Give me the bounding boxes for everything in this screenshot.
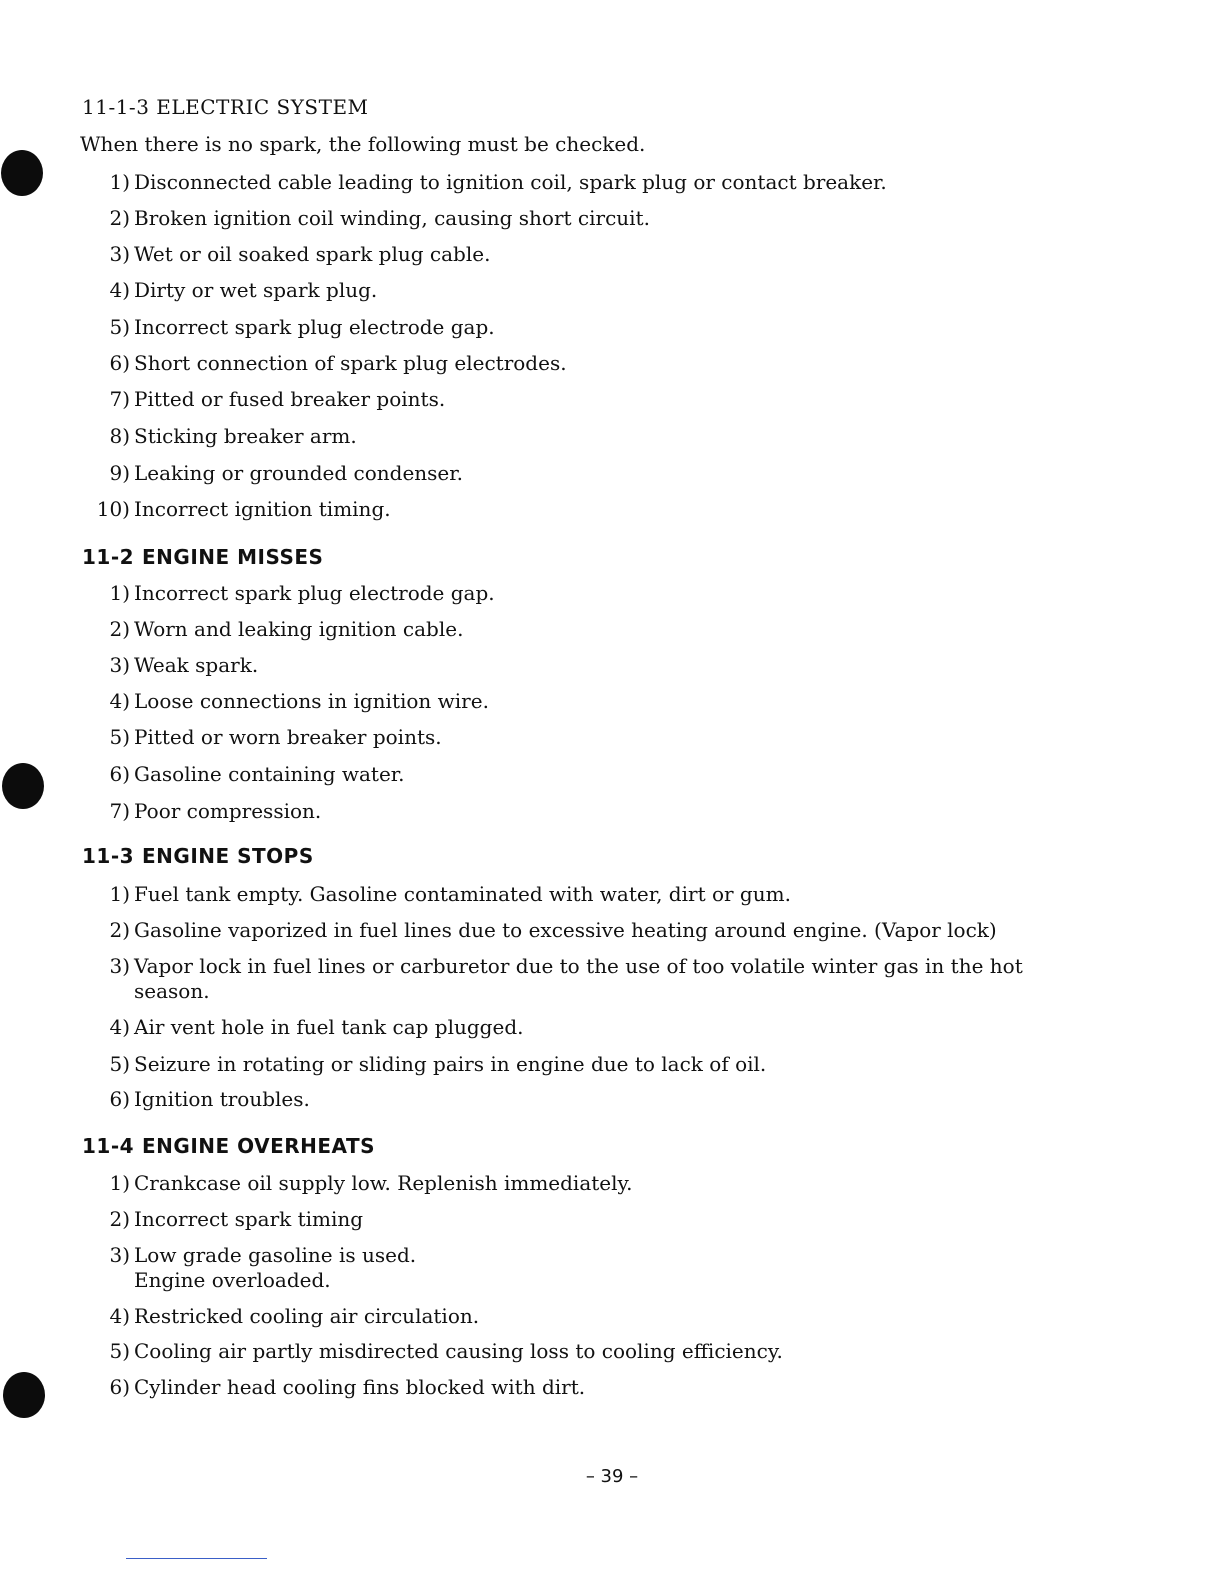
- page-number: – 39 –: [585, 1466, 639, 1487]
- section-intro: When there is no spark, the following must be checked.: [80, 132, 646, 156]
- list-item: 5) Pitted or worn breaker points.: [109, 725, 442, 749]
- list-item: 6) Short connection of spark plug electrodes.: [109, 351, 567, 375]
- list-item: 8) Sticking breaker arm.: [109, 424, 357, 448]
- divider: [126, 1558, 267, 1559]
- section-heading-electric-system: 11-1-3 ELECTRIC SYSTEM: [82, 95, 369, 119]
- section-heading-engine-overheats: 11-4 ENGINE OVERHEATS: [82, 1134, 375, 1158]
- list-item: 3) Weak spark.: [109, 653, 259, 677]
- list-item: 6) Gasoline containing water.: [109, 762, 405, 786]
- list-item: 2) Incorrect spark timing: [109, 1207, 364, 1231]
- list-item: 6) Ignition troubles.: [109, 1087, 310, 1111]
- list-item: 7) Poor compression.: [109, 799, 322, 823]
- list-item: 2) Gasoline vaporized in fuel lines due to excessive heating around engine. (Vapor lock): [109, 918, 997, 942]
- list-item: 3) Low grade gasoline is used. Engine overloaded.: [109, 1243, 417, 1292]
- list-item: 4) Restricked cooling air circulation.: [109, 1304, 480, 1328]
- list-item: 1) Disconnected cable leading to ignition coil, spark plug or contact breaker.: [109, 170, 887, 194]
- list-item: 4) Loose connections in ignition wire.: [109, 689, 489, 713]
- list-item: 4) Air vent hole in fuel tank cap plugged.: [109, 1015, 524, 1039]
- list-item: 4) Dirty or wet spark plug.: [109, 278, 378, 302]
- list-item: 7) Pitted or fused breaker points.: [109, 387, 446, 411]
- list-item: 9) Leaking or grounded condenser.: [109, 461, 463, 485]
- list-item: 3) Vapor lock in fuel lines or carburetor due to the use of too volatile winter gas in the hot season.: [109, 954, 1023, 1003]
- punch-hole: [2, 763, 44, 809]
- punch-hole: [3, 1372, 45, 1418]
- punch-hole: [1, 150, 43, 196]
- list-item: 1) Fuel tank empty. Gasoline contaminated with water, dirt or gum.: [109, 882, 791, 906]
- list-item: 3) Wet or oil soaked spark plug cable.: [109, 242, 491, 266]
- list-item: 6) Cylinder head cooling fins blocked with dirt.: [109, 1375, 586, 1399]
- list-item: 2) Broken ignition coil winding, causing short circuit.: [109, 206, 650, 230]
- list-item: 2) Worn and leaking ignition cable.: [109, 617, 464, 641]
- list-item: 1) Incorrect spark plug electrode gap.: [109, 581, 495, 605]
- section-heading-engine-stops: 11-3 ENGINE STOPS: [82, 844, 314, 868]
- list-item: 10) Incorrect ignition timing.: [96, 497, 391, 521]
- section-heading-engine-misses: 11-2 ENGINE MISSES: [82, 545, 324, 569]
- list-item: 5) Incorrect spark plug electrode gap.: [109, 315, 495, 339]
- list-item: 5) Cooling air partly misdirected causing loss to cooling efficiency.: [109, 1339, 783, 1363]
- list-item: 5) Seizure in rotating or sliding pairs in engine due to lack of oil.: [109, 1052, 767, 1076]
- list-item: 1) Crankcase oil supply low. Replenish immediately.: [109, 1171, 633, 1195]
